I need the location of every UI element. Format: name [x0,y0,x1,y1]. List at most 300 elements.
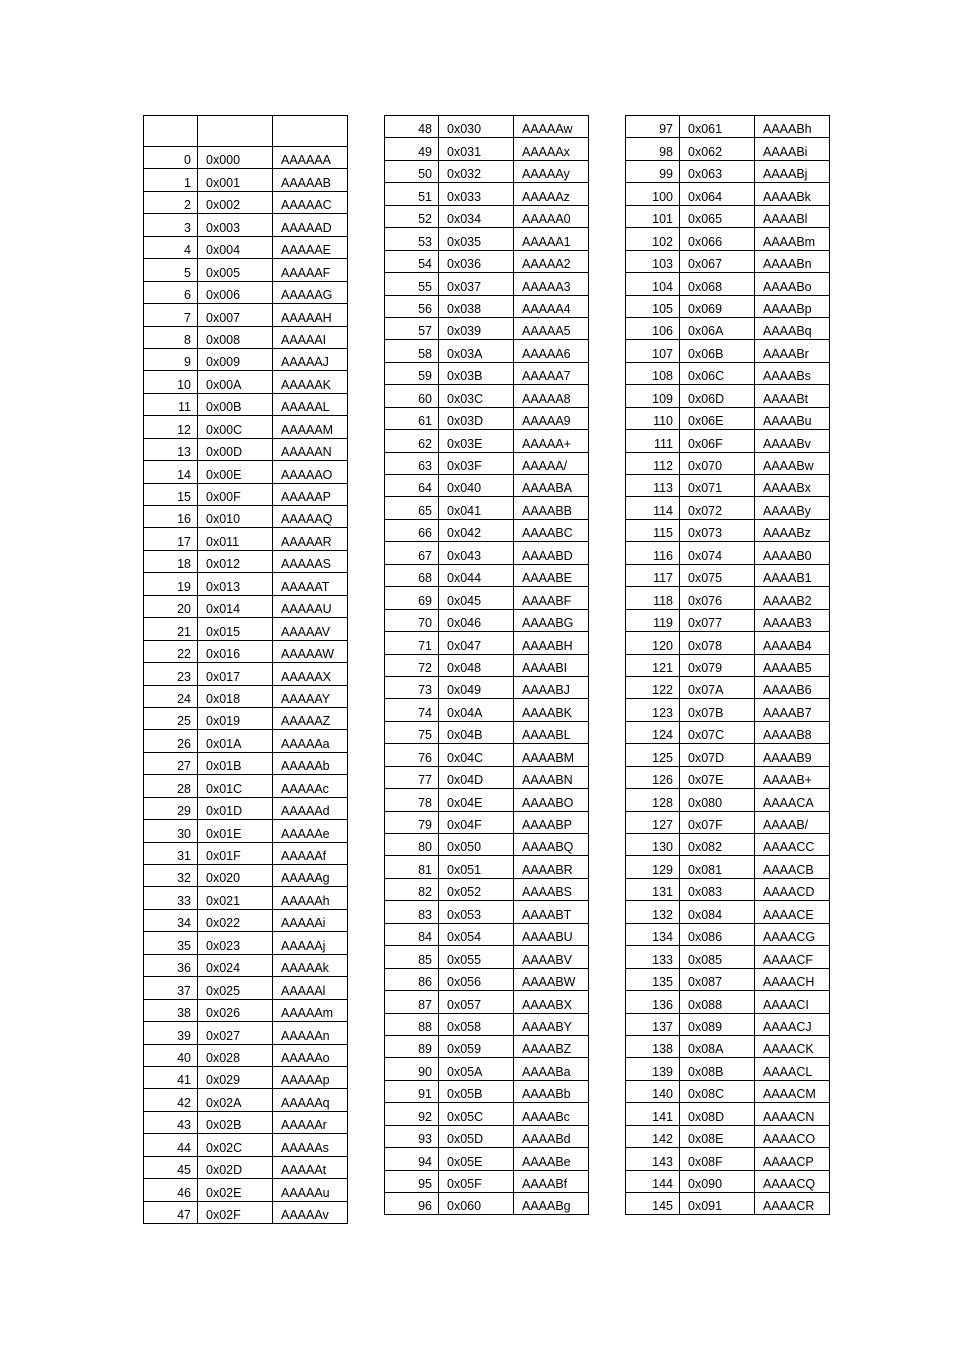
cell-code: AAAAAb [273,752,348,774]
cell-index: 70 [385,609,439,631]
cell-code: AAAAAm [273,999,348,1021]
cell-code: AAAAAt [273,1156,348,1178]
cell-index: 114 [626,497,680,519]
table-row [385,519,589,541]
cell-code: AAAACM [755,1080,830,1102]
table-row [144,483,348,505]
table-row [385,676,589,698]
cell-index: 75 [385,721,439,743]
cell-code: AAAABI [514,654,589,676]
cell-hex: 0x086 [680,923,755,945]
table-row [385,295,589,317]
cell-hex: 0x03D [439,407,514,429]
header-cell-code [273,116,348,147]
table-row [385,160,589,182]
table-row [144,1022,348,1044]
table-row [626,273,830,295]
table-row [144,820,348,842]
cell-index: 85 [385,946,439,968]
table-row [626,1148,830,1170]
cell-index: 38 [144,999,198,1021]
cell-index: 15 [144,483,198,505]
cell-hex: 0x01C [198,775,273,797]
cell-hex: 0x01E [198,820,273,842]
cell-index: 13 [144,438,198,460]
table-row [626,116,830,138]
cell-hex: 0x04F [439,811,514,833]
cell-index: 8 [144,326,198,348]
cell-code: AAAABA [514,475,589,497]
cell-hex: 0x041 [439,497,514,519]
cell-hex: 0x07E [680,766,755,788]
cell-code: AAAAAa [273,730,348,752]
table-row [144,191,348,213]
table-row [144,281,348,303]
cell-code: AAAABK [514,699,589,721]
table-row [626,475,830,497]
cell-code: AAAABe [514,1148,589,1170]
table-row [385,878,589,900]
table-row [144,348,348,370]
table-row [385,475,589,497]
table-row [385,968,589,990]
cell-index: 35 [144,932,198,954]
cell-code: AAAACD [755,878,830,900]
table-row [385,1080,589,1102]
cell-index: 25 [144,707,198,729]
cell-hex: 0x071 [680,475,755,497]
cell-hex: 0x02B [198,1111,273,1133]
cell-code: AAAABb [514,1080,589,1102]
cell-index: 92 [385,1103,439,1125]
cell-code: AAAAB5 [755,654,830,676]
cell-hex: 0x070 [680,452,755,474]
table-row [144,685,348,707]
table-row [144,1066,348,1088]
cell-index: 84 [385,923,439,945]
cell-index: 99 [626,160,680,182]
cell-code: AAAAAK [273,371,348,393]
cell-hex: 0x03F [439,452,514,474]
cell-index: 112 [626,452,680,474]
cell-index: 52 [385,205,439,227]
cell-hex: 0x064 [680,183,755,205]
cell-code: AAAABD [514,542,589,564]
cell-hex: 0x036 [439,250,514,272]
table-row [385,721,589,743]
cell-hex: 0x04B [439,721,514,743]
cell-code: AAAACA [755,789,830,811]
table-row [385,654,589,676]
table-row [144,1111,348,1133]
cell-hex: 0x078 [680,632,755,654]
cell-index: 54 [385,250,439,272]
cell-hex: 0x00E [198,461,273,483]
cell-code: AAAAAr [273,1111,348,1133]
cell-hex: 0x087 [680,968,755,990]
cell-index: 132 [626,901,680,923]
cell-code: AAAAAq [273,1089,348,1111]
table-row [385,1170,589,1192]
cell-hex: 0x021 [198,887,273,909]
cell-hex: 0x081 [680,856,755,878]
cell-code: AAAAA0 [514,205,589,227]
cell-code: AAAABt [755,385,830,407]
cell-index: 69 [385,587,439,609]
cell-hex: 0x00C [198,416,273,438]
cell-hex: 0x050 [439,834,514,856]
cell-index: 26 [144,730,198,752]
table-row [144,842,348,864]
cell-index: 94 [385,1148,439,1170]
cell-code: AAAAB0 [755,542,830,564]
cell-code: AAAAA8 [514,385,589,407]
cell-hex: 0x053 [439,901,514,923]
table-row [626,519,830,541]
cell-code: AAAAAk [273,954,348,976]
cell-code: AAAAAE [273,236,348,258]
cell-code: AAAACB [755,856,830,878]
cell-hex: 0x06E [680,407,755,429]
table-row [626,160,830,182]
cell-hex: 0x046 [439,609,514,631]
code-table-2 [384,115,589,1215]
cell-code: AAAAAs [273,1134,348,1156]
table-row [626,856,830,878]
cell-index: 71 [385,632,439,654]
cell-code: AAAAB9 [755,744,830,766]
cell-hex: 0x006 [198,281,273,303]
table-row [626,878,830,900]
cell-index: 31 [144,842,198,864]
cell-code: AAAABo [755,273,830,295]
table-row [144,304,348,326]
cell-code: AAAAAG [273,281,348,303]
cell-code: AAAABk [755,183,830,205]
cell-index: 126 [626,766,680,788]
cell-hex: 0x037 [439,273,514,295]
cell-hex: 0x02D [198,1156,273,1178]
cell-index: 64 [385,475,439,497]
cell-index: 41 [144,1066,198,1088]
cell-index: 103 [626,250,680,272]
cell-index: 43 [144,1111,198,1133]
table-row [144,326,348,348]
table-row [385,587,589,609]
cell-code: AAAAAL [273,393,348,415]
cell-hex: 0x04D [439,766,514,788]
cell-hex: 0x05D [439,1125,514,1147]
cell-hex: 0x06C [680,362,755,384]
cell-index: 20 [144,595,198,617]
cell-code: AAAACI [755,991,830,1013]
cell-code: AAAAAI [273,326,348,348]
cell-index: 10 [144,371,198,393]
table-row [144,618,348,640]
table-row [626,452,830,474]
cell-hex: 0x034 [439,205,514,227]
cell-hex: 0x05E [439,1148,514,1170]
cell-hex: 0x08B [680,1058,755,1080]
header-cell-index [144,116,198,147]
cell-hex: 0x030 [439,116,514,138]
cell-index: 117 [626,564,680,586]
table-row [144,977,348,999]
table-row [626,362,830,384]
cell-hex: 0x065 [680,205,755,227]
cell-index: 133 [626,946,680,968]
cell-code: AAAABX [514,991,589,1013]
cell-code: AAAAAN [273,438,348,460]
table-row [385,250,589,272]
cell-hex: 0x05A [439,1058,514,1080]
cell-index: 72 [385,654,439,676]
cell-index: 136 [626,991,680,1013]
table-row [144,1089,348,1111]
cell-code: AAAAB3 [755,609,830,631]
table-row [144,932,348,954]
cell-index: 76 [385,744,439,766]
cell-code: AAAAA6 [514,340,589,362]
cell-code: AAAAAf [273,842,348,864]
cell-code: AAAAAT [273,573,348,595]
cell-hex: 0x07C [680,721,755,743]
cell-hex: 0x035 [439,228,514,250]
cell-hex: 0x023 [198,932,273,954]
table-row [626,744,830,766]
cell-code: AAAABT [514,901,589,923]
cell-code: AAAAAB [273,169,348,191]
cell-code: AAAABS [514,878,589,900]
table-row [626,789,830,811]
table-row [626,721,830,743]
cell-code: AAAAAU [273,595,348,617]
cell-index: 55 [385,273,439,295]
table-row [144,550,348,572]
cell-hex: 0x026 [198,999,273,1021]
table-row [626,1013,830,1035]
cell-code: AAAAAM [273,416,348,438]
cell-hex: 0x084 [680,901,755,923]
cell-code: AAAACF [755,946,830,968]
cell-index: 73 [385,676,439,698]
cell-hex: 0x077 [680,609,755,631]
cell-hex: 0x00B [198,393,273,415]
cell-hex: 0x059 [439,1035,514,1057]
cell-code: AAAAA+ [514,430,589,452]
cell-index: 51 [385,183,439,205]
cell-hex: 0x022 [198,909,273,931]
cell-code: AAAAAS [273,550,348,572]
table-row [144,797,348,819]
table-row [626,1080,830,1102]
cell-hex: 0x068 [680,273,755,295]
cell-code: AAAABY [514,1013,589,1035]
cell-index: 65 [385,497,439,519]
table-row [385,632,589,654]
cell-code: AAAAAW [273,640,348,662]
cell-code: AAAAAi [273,909,348,931]
cell-index: 108 [626,362,680,384]
table-row [626,901,830,923]
table-row [626,676,830,698]
cell-hex: 0x090 [680,1170,755,1192]
cell-index: 68 [385,564,439,586]
cell-index: 58 [385,340,439,362]
cell-code: AAAAAF [273,259,348,281]
cell-hex: 0x08F [680,1148,755,1170]
table-row [144,259,348,281]
cell-index: 48 [385,116,439,138]
cell-code: AAAAAA [273,147,348,169]
cell-hex: 0x014 [198,595,273,617]
cell-index: 139 [626,1058,680,1080]
cell-hex: 0x083 [680,878,755,900]
cell-code: AAAABx [755,475,830,497]
cell-code: AAAABH [514,632,589,654]
cell-index: 87 [385,991,439,1013]
cell-index: 5 [144,259,198,281]
cell-index: 61 [385,407,439,429]
table-row [385,1125,589,1147]
cell-code: AAAABB [514,497,589,519]
cell-hex: 0x039 [439,317,514,339]
cell-hex: 0x02C [198,1134,273,1156]
table-row [385,744,589,766]
cell-index: 131 [626,878,680,900]
cell-index: 118 [626,587,680,609]
cell-index: 111 [626,430,680,452]
cell-hex: 0x04E [439,789,514,811]
table-row [626,138,830,160]
table-body [385,116,589,1215]
cell-code: AAAAA/ [514,452,589,474]
cell-code: AAAAAV [273,618,348,640]
cell-code: AAAABu [755,407,830,429]
table-row [385,811,589,833]
cell-hex: 0x01B [198,752,273,774]
table-row [144,1201,348,1223]
table-row [626,205,830,227]
cell-index: 109 [626,385,680,407]
cell-index: 78 [385,789,439,811]
cell-index: 3 [144,214,198,236]
table-row [626,497,830,519]
cell-hex: 0x056 [439,968,514,990]
cell-code: AAAABr [755,340,830,362]
cell-code: AAAACP [755,1148,830,1170]
cell-index: 66 [385,519,439,541]
table-row [626,1035,830,1057]
table-row [144,573,348,595]
cell-index: 125 [626,744,680,766]
cell-index: 80 [385,834,439,856]
cell-hex: 0x03C [439,385,514,407]
cell-hex: 0x033 [439,183,514,205]
table-row [144,909,348,931]
cell-index: 6 [144,281,198,303]
table-row [144,663,348,685]
table-row [385,116,589,138]
cell-hex: 0x091 [680,1193,755,1215]
cell-index: 17 [144,528,198,550]
cell-code: AAAAA9 [514,407,589,429]
cell-index: 130 [626,834,680,856]
cell-index: 40 [144,1044,198,1066]
cell-hex: 0x002 [198,191,273,213]
cell-code: AAAACQ [755,1170,830,1192]
table-row [144,730,348,752]
cell-index: 96 [385,1193,439,1215]
cell-code: AAAAA3 [514,273,589,295]
cell-index: 23 [144,663,198,685]
cell-hex: 0x048 [439,654,514,676]
table-row [144,775,348,797]
cell-hex: 0x06B [680,340,755,362]
cell-index: 59 [385,362,439,384]
cell-code: AAAACE [755,901,830,923]
cell-index: 7 [144,304,198,326]
cell-code: AAAAB8 [755,721,830,743]
cell-hex: 0x07B [680,699,755,721]
table-row [626,946,830,968]
table-row [626,317,830,339]
cell-code: AAAAAO [273,461,348,483]
cell-hex: 0x052 [439,878,514,900]
cell-code: AAAAAC [273,191,348,213]
cell-hex: 0x055 [439,946,514,968]
cell-index: 9 [144,348,198,370]
cell-code: AAAAB4 [755,632,830,654]
cell-index: 90 [385,1058,439,1080]
cell-hex: 0x08D [680,1103,755,1125]
cell-code: AAAABZ [514,1035,589,1057]
cell-code: AAAABc [514,1103,589,1125]
cell-index: 105 [626,295,680,317]
cell-hex: 0x02A [198,1089,273,1111]
cell-hex: 0x06A [680,317,755,339]
cell-hex: 0x07A [680,676,755,698]
cell-hex: 0x06F [680,430,755,452]
cell-index: 67 [385,542,439,564]
table-row [144,371,348,393]
cell-code: AAAAAZ [273,707,348,729]
cell-code: AAAAAw [514,116,589,138]
cell-index: 47 [144,1201,198,1223]
table-row [626,1193,830,1215]
cell-code: AAAAAz [514,183,589,205]
cell-hex: 0x089 [680,1013,755,1035]
cell-code: AAAABF [514,587,589,609]
cell-index: 34 [144,909,198,931]
cell-code: AAAABP [514,811,589,833]
table-row [385,1148,589,1170]
cell-hex: 0x042 [439,519,514,541]
cell-code: AAAAB/ [755,811,830,833]
table-row [385,946,589,968]
cell-hex: 0x024 [198,954,273,976]
table-row [144,999,348,1021]
table-row [385,789,589,811]
table-row [144,1179,348,1201]
cell-index: 12 [144,416,198,438]
cell-code: AAAABj [755,160,830,182]
cell-code: AAAAB2 [755,587,830,609]
cell-hex: 0x069 [680,295,755,317]
cell-hex: 0x047 [439,632,514,654]
cell-hex: 0x054 [439,923,514,945]
table-row [385,452,589,474]
